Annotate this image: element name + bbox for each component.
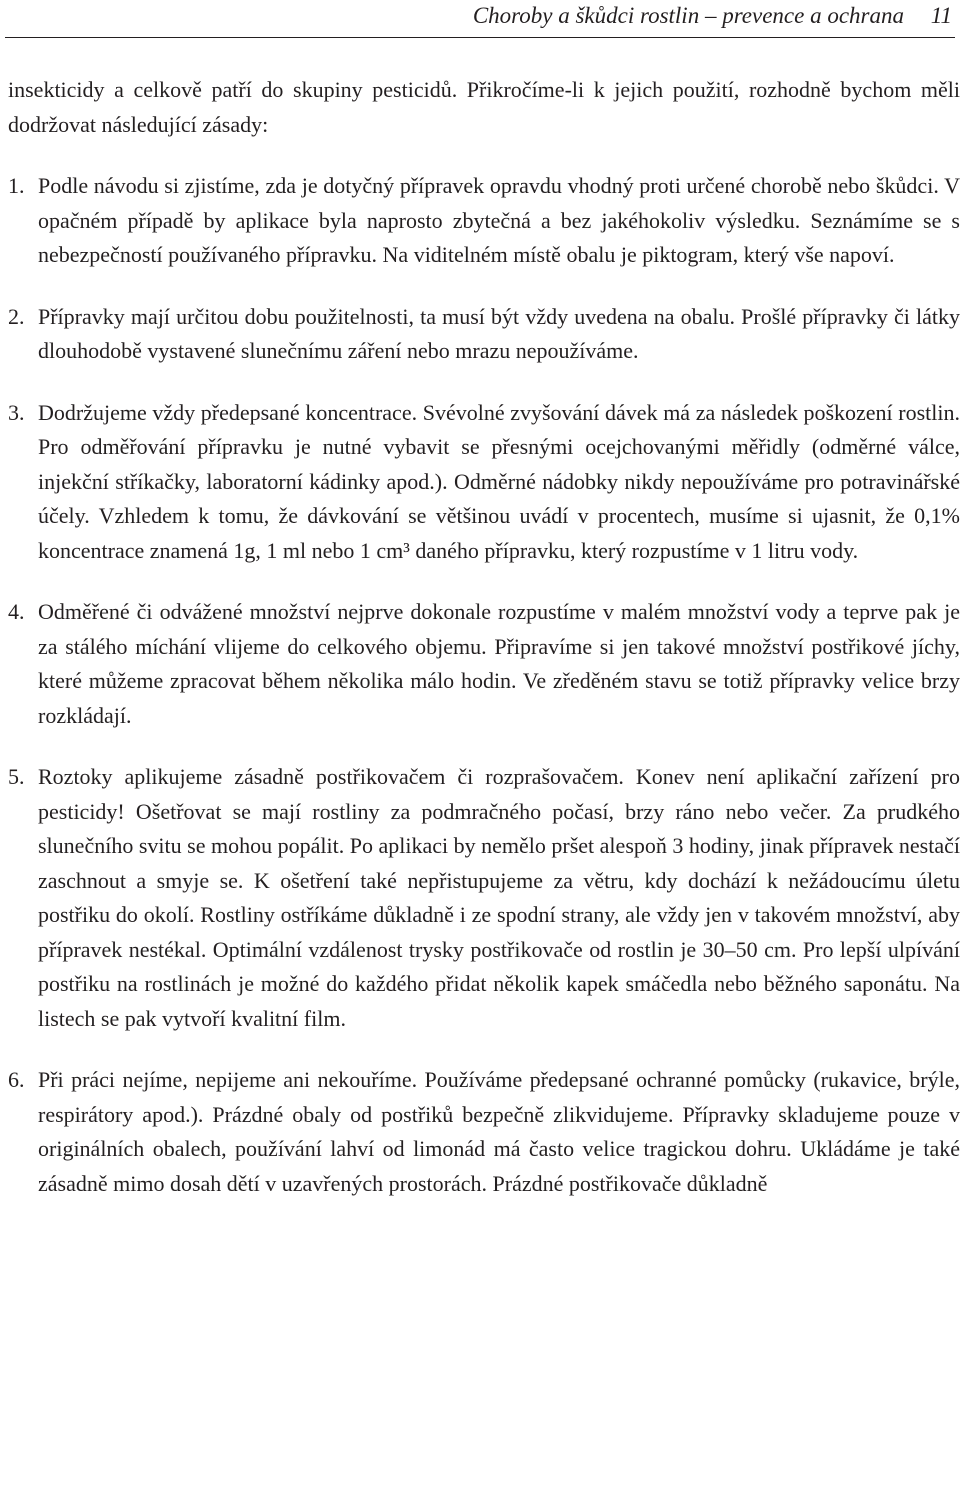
rule-text: Dodržujeme vždy předepsané koncentrace. Svévolné zvyšování dávek má za následek poškození rostlin. Pro odměřování přípravku je nutné vybavit se přesnými ocejchovanými měřidly (odměrné válce, injekční stříkačky, laboratorní kádinky apod.). Odměrné nádobky nikdy nepoužíváme pro potravinářské účely. Vzhledem k tomu, že dávkování se většinou uvádí v procentech, musíme si ujasnit, že 0,1% koncentrace znamená 1g, 1 ml nebo 1 cm³ daného přípravku, který rozpustíme v 1 litru vody. — [38, 399, 960, 563]
rule-number: 3. — [8, 399, 25, 425]
rule-item-3 — [8, 396, 960, 569]
rule-number: 6. — [8, 1067, 25, 1092]
running-header-title: Choroby a škůdci rostlin – prevence a ochrana — [472, 3, 904, 28]
rule-text: Podle návodu si zjistíme, zda je dotyčný přípravek opravdu vhodný proti určené chorobě nebo škůdci. V opačném případě by aplikace byla naprosto zbytečná a bez jakéhokoliv výsledku. Seznámíme se s nebezpečností používaného přípravku. Na viditelném místě obalu je piktogram, který vše napoví. — [38, 173, 960, 267]
rule-item-4 — [8, 595, 960, 733]
intro-paragraph: insekticidy a celkově patří do skupiny pesticidů. Přikročíme-li k jejich použití, rozhodně bychom měli dodržovat následující zásady: — [8, 77, 960, 137]
rule-number: 4. — [8, 599, 25, 624]
rule-item-6 — [8, 1063, 960, 1201]
rule-text: Odměřené či odvážené množství nejprve dokonale rozpustíme v malém množství vody a teprve pak je za stálého míchání vlijeme do celkového objemu. Připravíme si jen takové množství postřikové jíchy, které můžeme zpracovat během několika málo hodin. Ve zředěném stavu se totiž přípravky velice brzy rozkládají. — [38, 599, 960, 728]
rule-item-5 — [8, 760, 960, 1036]
running-header — [0, 0, 960, 40]
rule-text: Při práci nejíme, nepijeme ani nekouříme. Používáme předepsané ochranné pomůcky (rukavice, brýle, respirátory apod.). Prázdné obaly od postřiků bezpečně zlikvidujeme. Přípravky skladujeme pouze v originálních obalech, používání lahví od limonád má často velice tragickou dohru. Ukládáme je také zásadně mimo dosah dětí v uzavřených prostorách. Prázdné postřikovače důkladně — [38, 1067, 960, 1196]
rule-item-2 — [8, 300, 960, 369]
rule-number: 1. — [8, 173, 25, 198]
rules-list — [8, 169, 960, 1201]
rule-number: 5. — [8, 764, 25, 789]
rule-number: 2. — [8, 303, 25, 329]
page-number: 11 — [930, 3, 952, 28]
page-body — [8, 73, 960, 1228]
rule-text: Přípravky mají určitou dobu použitelnosti, ta musí být vždy uvedena na obalu. Prošlé přípravky či látky dlouhodobě vystavené slunečnímu záření nebo mrazu nepoužíváme. — [38, 303, 960, 363]
rule-item-1 — [8, 169, 960, 273]
header-rule — [5, 37, 955, 38]
rule-text: Roztoky aplikujeme zásadně postřikovačem či rozprašovačem. Konev není aplikační zařízení pro pesticidy! Ošetřovat se mají rostliny za podmračného počasí, brzy ráno nebo večer. Za prudkého slunečního svitu se mohou popálit. Po aplikaci by nemělo pršet alespoň 3 hodiny, jinak přípravek nestačí zaschnout a smyje se. K ošetření také nepřistupujeme za větru, kdy dochází k nežádoucímu úletu postřiku do okolí. Rostliny ostříkáme důkladně i ze spodní strany, ale vždy jen v takovém množství, aby přípravek nestékal. Optimální vzdálenost trysky postřikovače od rostlin je 30–50 cm. Pro lepší ulpívání postřiku na rostlinách je možné do každého přidat několik kapek smáčedla nebo běžného saponátu. Na listech se pak vytvoří kvalitní film. — [38, 764, 960, 1031]
